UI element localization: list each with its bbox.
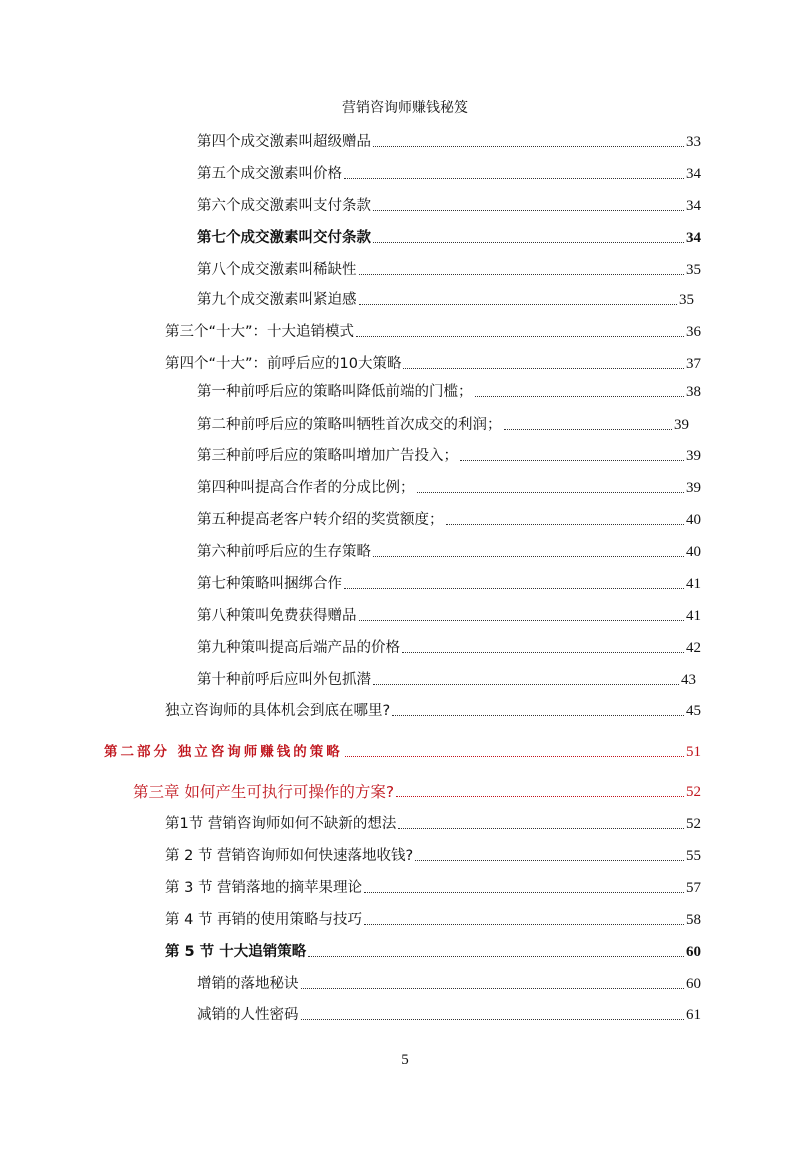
toc-entry[interactable] [197, 289, 694, 311]
toc-entry[interactable] [165, 845, 701, 867]
dot-leader [373, 146, 684, 147]
toc-entry-page: 34 [686, 166, 701, 182]
toc-entry[interactable] [165, 813, 701, 835]
toc-entry[interactable] [197, 1004, 701, 1026]
toc-entry-title: 第 5 节 十大追销策略 [165, 944, 307, 960]
toc-entry[interactable] [165, 877, 701, 899]
toc-entry[interactable] [197, 669, 696, 691]
toc-entry-page: 41 [686, 576, 701, 592]
toc-entry-title: 第一种前呼后应的策略叫降低前端的门槛； [197, 384, 473, 400]
dot-leader [392, 715, 684, 716]
toc-entry-page: 38 [686, 384, 701, 400]
toc-entry-title: 增销的落地秘诀 [197, 976, 299, 992]
toc-entry-title: 减销的人性密码 [197, 1007, 299, 1023]
toc-entry-title: 第 3 节 营销落地的摘苹果理论 [165, 880, 363, 896]
dot-leader [359, 304, 678, 305]
toc-entry-page: 43 [681, 672, 696, 688]
toc-entry[interactable] [197, 414, 689, 436]
dot-leader [415, 860, 684, 861]
toc-entry-title: 第五种提高老客户转介绍的奖赏额度； [197, 512, 444, 528]
toc-entry-title: 第1节 营销咨询师如何不缺新的想法 [165, 816, 397, 832]
toc-entry-title: 第三种前呼后应的策略叫增加广告投入； [197, 448, 458, 464]
toc-entry-title: 第二部分 独立咨询师赚钱的策略 [104, 744, 343, 760]
toc-entry-title: 第九个成交激素叫紧迫感 [197, 292, 357, 308]
toc-entry-page: 36 [686, 324, 701, 340]
dot-leader [417, 492, 685, 493]
toc-entry[interactable] [197, 637, 701, 659]
toc-entry-page: 61 [686, 1007, 701, 1023]
toc-entry-title: 第 2 节 营销咨询师如何快速落地收钱? [165, 848, 414, 864]
dot-leader [373, 556, 684, 557]
toc-entry[interactable] [197, 131, 701, 153]
toc-entry-title: 第二种前呼后应的策略叫牺牲首次成交的利润； [197, 417, 502, 433]
dot-leader [364, 892, 684, 893]
toc-entry-page: 33 [686, 134, 701, 150]
toc-entry-page: 37 [686, 356, 701, 372]
toc-entry-page: 35 [679, 292, 694, 308]
toc-entry[interactable] [165, 700, 701, 722]
toc-entry-page: 39 [686, 480, 701, 496]
toc-entry[interactable] [165, 909, 701, 931]
running-header: 营销咨询师赚钱秘笈 [342, 100, 468, 116]
toc-entry-page: 55 [686, 848, 701, 864]
toc-entry-title: 第八个成交激素叫稀缺性 [197, 262, 357, 278]
dot-leader [373, 210, 684, 211]
toc-entry-page: 51 [686, 744, 701, 760]
dot-leader [359, 620, 685, 621]
toc-entry[interactable] [197, 605, 701, 627]
toc-entry-title: 第十种前呼后应叫外包抓潜 [197, 672, 371, 688]
page-number: 5 [401, 1052, 409, 1068]
dot-leader [403, 368, 684, 369]
toc-entry-page: 34 [686, 198, 701, 214]
toc-entry[interactable] [197, 227, 701, 249]
toc-entry[interactable] [197, 477, 701, 499]
toc-entry-title: 第七个成交激素叫交付条款 [197, 230, 371, 246]
toc-entry-page: 60 [686, 976, 701, 992]
toc-entry-title: 第四个成交激素叫超级赠品 [197, 134, 371, 150]
toc-entry-page: 52 [686, 816, 701, 832]
dot-leader [373, 242, 684, 243]
toc-entry-title: 第九种策叫提高后端产品的价格 [197, 640, 400, 656]
toc-entry[interactable] [197, 381, 701, 403]
toc-entry-page: 41 [686, 608, 701, 624]
toc-entry[interactable] [197, 973, 701, 995]
toc-entry-title: 第四种叫提高合作者的分成比例； [197, 480, 415, 496]
dot-leader [345, 756, 684, 757]
toc-entry-page: 34 [686, 230, 701, 246]
dot-leader [396, 796, 684, 797]
dot-leader [344, 178, 684, 179]
toc-entry-page: 58 [686, 912, 701, 928]
dot-leader [446, 524, 685, 525]
toc-entry-title: 第 4 节 再销的使用策略与技巧 [165, 912, 363, 928]
toc-entry-title: 第三章 如何产生可执行可操作的方案? [133, 783, 395, 801]
toc-entry-page: 60 [686, 944, 701, 960]
toc-entry[interactable] [165, 353, 701, 375]
dot-leader [364, 924, 684, 925]
dot-leader [308, 956, 684, 957]
toc-entry[interactable] [197, 541, 701, 563]
toc-entry-title: 第五个成交激素叫价格 [197, 166, 342, 182]
toc-entry-page: 52 [686, 784, 701, 800]
toc-entry[interactable] [197, 573, 701, 595]
toc-entry-title: 第三个“十大”：十大追销模式 [165, 324, 355, 340]
toc-entry-title: 第六种前呼后应的生存策略 [197, 544, 371, 560]
toc-entry-title: 第七种策略叫捆绑合作 [197, 576, 342, 592]
toc-entry[interactable] [165, 321, 701, 343]
dot-leader [356, 336, 684, 337]
toc-entry[interactable] [197, 163, 701, 185]
dot-leader [301, 988, 685, 989]
toc-entry[interactable] [197, 509, 701, 531]
toc-entry-title: 第四个“十大”：前呼后应的10大策略 [165, 356, 402, 372]
dot-leader [301, 1019, 685, 1020]
dot-leader [504, 429, 673, 430]
dot-leader [398, 828, 684, 829]
toc-entry-page: 35 [686, 262, 701, 278]
toc-entry[interactable] [197, 445, 701, 467]
toc-entry-page: 39 [674, 417, 689, 433]
toc-entry-title: 第八种策叫免费获得赠品 [197, 608, 357, 624]
toc-entry-page: 40 [686, 544, 701, 560]
dot-leader [373, 684, 679, 685]
dot-leader [460, 460, 684, 461]
toc-entry[interactable] [197, 195, 701, 217]
toc-chapter-entry[interactable] [133, 781, 701, 803]
toc-part-entry[interactable] [104, 741, 701, 763]
toc-entry-page: 40 [686, 512, 701, 528]
dot-leader [402, 652, 684, 653]
dot-leader [344, 588, 684, 589]
toc-entry-page: 57 [686, 880, 701, 896]
toc-entry-title: 第六个成交激素叫支付条款 [197, 198, 371, 214]
toc-entry[interactable] [165, 941, 701, 963]
toc-entry-page: 45 [686, 703, 701, 719]
toc-entry-page: 42 [686, 640, 701, 656]
dot-leader [475, 396, 685, 397]
toc-entry[interactable] [197, 259, 701, 281]
dot-leader [359, 274, 685, 275]
toc-entry-title: 独立咨询师的具体机会到底在哪里? [165, 703, 391, 719]
toc-entry-page: 39 [686, 448, 701, 464]
